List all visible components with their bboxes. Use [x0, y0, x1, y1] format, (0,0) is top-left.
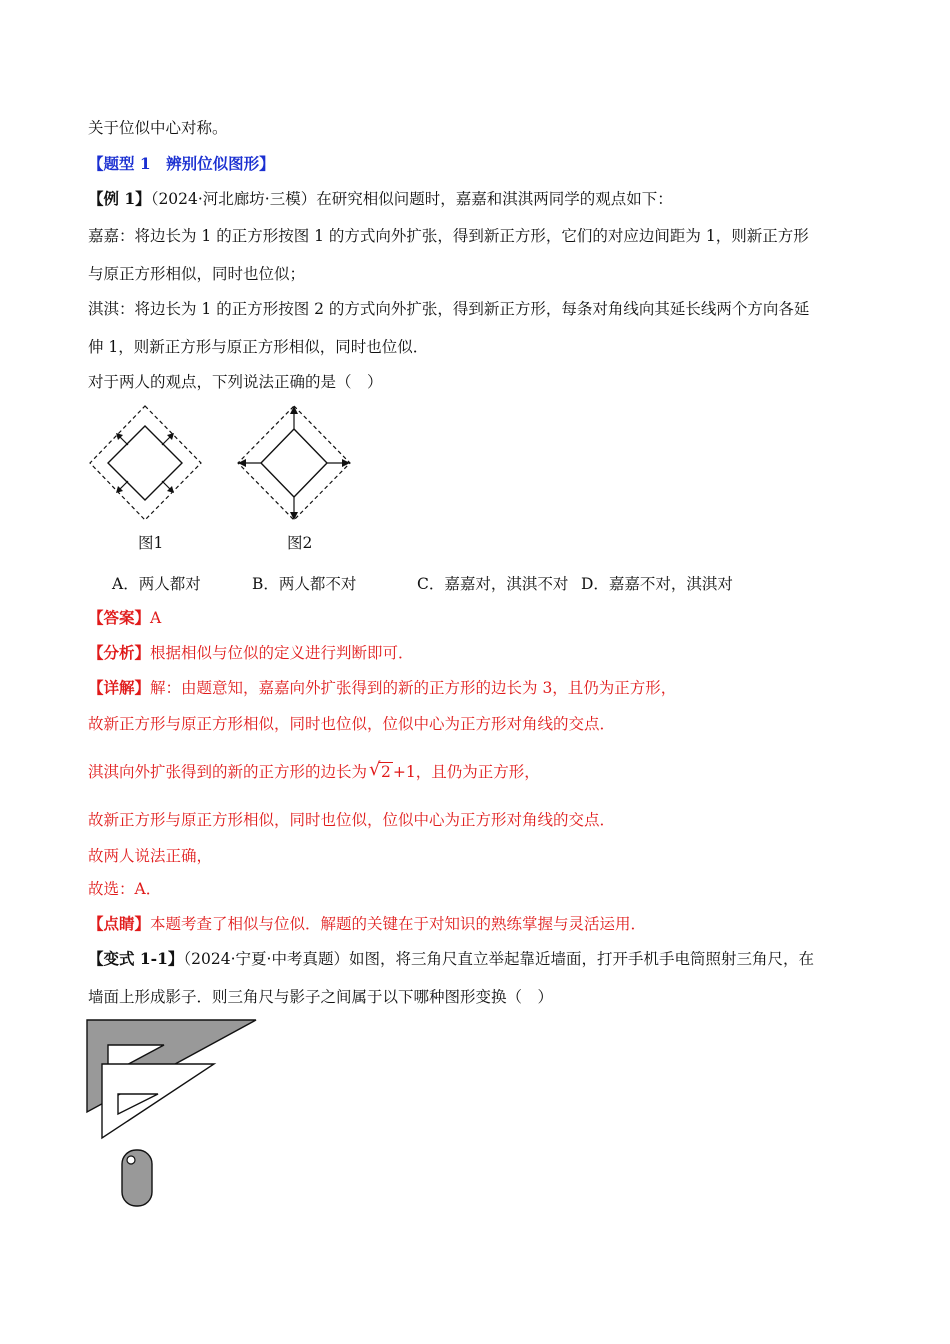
point-line — [88, 914, 646, 934]
option-a[interactable]: A．两人都对 — [112, 575, 201, 593]
figure-1-diagram — [86, 402, 206, 524]
analysis-tag: 【分析】 — [88, 643, 151, 662]
detail-text-3a: 淇淇向外扩张得到的新的正方形的边长为 — [88, 763, 368, 781]
variant-line-1 — [88, 949, 814, 969]
question-line: 对于两人的观点，下列说法正确的是（ ） — [88, 373, 383, 391]
figure-2-label: 图2 — [287, 534, 313, 552]
detail-line-6: 故选：A． — [88, 880, 162, 898]
figure-1-label: 图1 — [138, 534, 164, 552]
variant-line-2: 墙面上形成影子．则三角尺与影子之间属于以下哪种图形变换（ ） — [88, 988, 554, 1006]
detail-line-3 — [88, 759, 540, 782]
answer-line — [88, 608, 161, 628]
answer-tag: 【答案】 — [88, 608, 151, 627]
detail-line-1 — [88, 678, 676, 698]
analysis-text: 根据相似与位似的定义进行判断即可． — [150, 644, 414, 662]
example-text: （2024·河北廊坊·三模）在研究相似问题时，嘉嘉和淇淇两同学的观点如下： — [150, 190, 673, 208]
variant-text-1: （2024·宁夏·中考真题）如图，将三角尺直立举起靠近墙面，打开手机手电筒照射三角尺，在 — [183, 950, 814, 968]
intro-line: 关于位似中心对称。 — [88, 119, 228, 137]
radical-sign: √ — [369, 759, 381, 780]
radicand: 2 — [381, 763, 391, 781]
figure-2-diagram — [234, 402, 356, 524]
detail-text-3b: ，且仍为正方形， — [415, 763, 540, 781]
triangle-shadow-figure — [84, 1016, 284, 1212]
example-line — [88, 189, 673, 209]
option-d[interactable]: D．嘉嘉不对，淇淇对 — [581, 575, 733, 593]
analysis-line — [88, 643, 414, 663]
variant-tag: 【变式 1-1】 — [88, 949, 184, 968]
detail-text-1: 解：由题意知，嘉嘉向外扩张得到的新的正方形的边长为 3，且仍为正方形， — [150, 679, 677, 697]
type-heading: 【题型 1 辨别位似图形】 — [88, 154, 275, 173]
detail-tag: 【详解】 — [88, 678, 151, 697]
qi-line-1: 淇淇：将边长为 1 的正方形按图 2 的方式向外扩张，得到新正方形，每条对角线向其延长线两个方向各延 — [88, 300, 810, 318]
jia-line-1: 嘉嘉：将边长为 1 的正方形按图 1 的方式向外扩张，得到新正方形，它们的对应边间距为 1，则新正方形 — [88, 227, 809, 245]
plus-one: +1 — [392, 763, 416, 781]
jia-line-2: 与原正方形相似，同时也位似； — [88, 265, 306, 283]
detail-line-2: 故新正方形与原正方形相似，同时也位似，位似中心为正方形对角线的交点． — [88, 715, 616, 733]
option-b[interactable]: B．两人都不对 — [252, 575, 357, 593]
answer-value: A — [150, 609, 162, 627]
point-text: 本题考查了相似与位似．解题的关键在于对知识的熟练掌握与灵活运用． — [150, 915, 647, 933]
example-tag: 【例 1】 — [88, 189, 151, 208]
option-c[interactable]: C．嘉嘉对，淇淇不对 — [417, 575, 569, 593]
qi-line-2: 伸 1，则新正方形与原正方形相似，同时也位似． — [88, 338, 429, 356]
detail-line-5: 故两人说法正确， — [88, 847, 213, 865]
point-tag: 【点睛】 — [88, 914, 151, 933]
sqrt-expression — [369, 759, 393, 782]
detail-line-4: 故新正方形与原正方形相似，同时也位似，位似中心为正方形对角线的交点． — [88, 811, 616, 829]
